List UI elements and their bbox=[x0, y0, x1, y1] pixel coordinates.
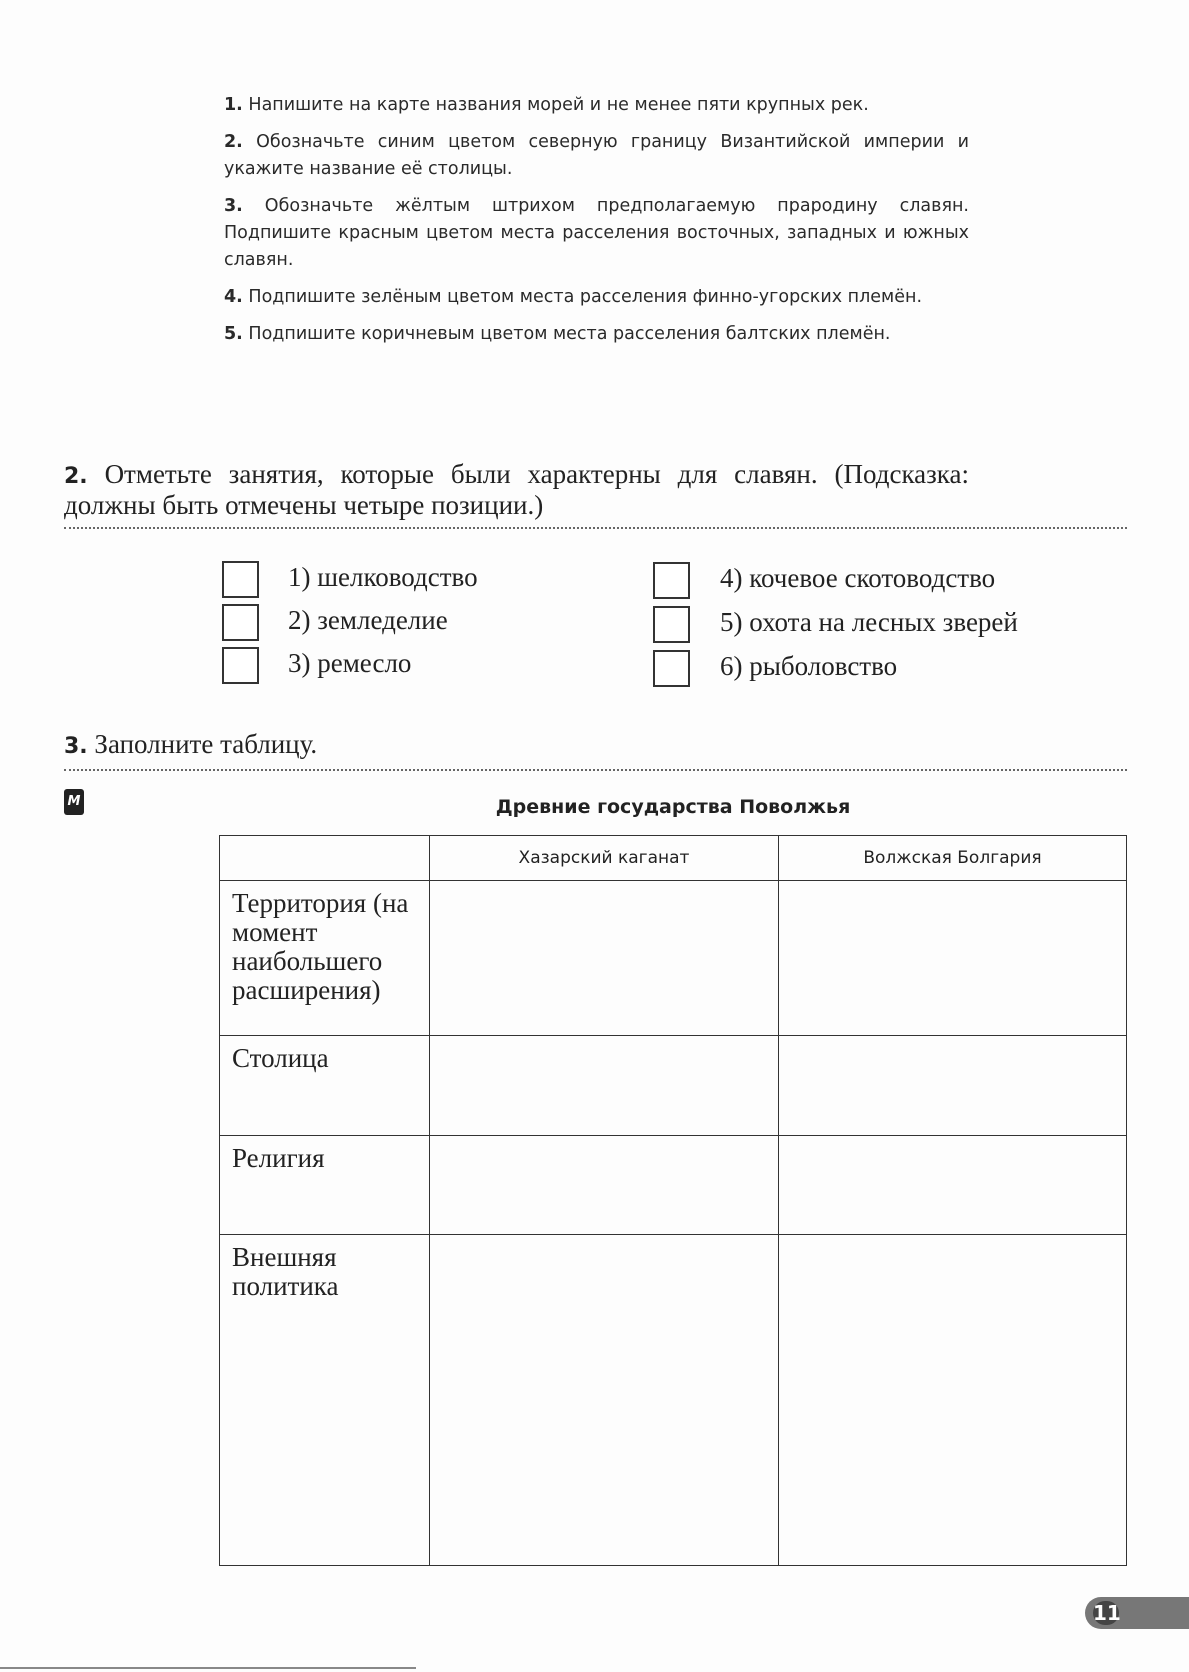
row-label: Религия bbox=[220, 1136, 430, 1235]
page-number: 11 bbox=[1093, 1601, 1121, 1625]
map-marker-icon: М bbox=[64, 789, 84, 815]
option-label: 4) кочевое скотоводство bbox=[720, 563, 996, 593]
checkbox-6[interactable] bbox=[653, 650, 690, 687]
task-3-prompt: 3. Заполните таблицу. bbox=[64, 729, 318, 759]
header-empty bbox=[220, 836, 430, 881]
answer-cell[interactable] bbox=[430, 1136, 779, 1235]
option-label: 3) ремесло bbox=[288, 648, 412, 678]
answer-cell[interactable] bbox=[779, 881, 1127, 1036]
header-khazar: Хазарский каганат bbox=[430, 836, 779, 881]
states-table bbox=[219, 835, 1127, 1566]
checkbox-5[interactable] bbox=[653, 606, 690, 643]
answer-cell[interactable] bbox=[430, 1235, 779, 1566]
option-label: 2) земледелие bbox=[288, 605, 448, 635]
answer-cell[interactable] bbox=[430, 1036, 779, 1136]
answer-cell[interactable] bbox=[779, 1036, 1127, 1136]
answer-cell[interactable] bbox=[779, 1235, 1127, 1566]
row-label: Столица bbox=[220, 1036, 430, 1136]
scan-edge-line bbox=[0, 1667, 416, 1669]
task-2-prompt: 2. Отметьте занятия, которые были характерны для славян. (Подсказка: должны быть отмечены четыре позиции.) bbox=[64, 459, 969, 520]
row-label: Внешняя политика bbox=[220, 1235, 430, 1566]
option-label: 5) охота на лесных зверей bbox=[720, 607, 1018, 637]
answer-cell[interactable] bbox=[779, 1136, 1127, 1235]
option-label: 1) шелководство bbox=[288, 562, 478, 592]
table-row bbox=[220, 1136, 1127, 1235]
checkbox-4[interactable] bbox=[653, 562, 690, 599]
map-instructions bbox=[224, 92, 969, 358]
table-row bbox=[220, 881, 1127, 1036]
divider bbox=[64, 769, 1127, 771]
table-title: Древние государства Поволжья bbox=[495, 796, 851, 818]
checkbox-1[interactable] bbox=[222, 561, 259, 598]
instruction-5: 5. Подпишите коричневым цветом места расселения балтских племён. bbox=[224, 324, 891, 344]
instruction-4: 4. Подпишите зелёным цветом места расселения финно-угорских племён. bbox=[224, 287, 923, 307]
instruction-3: 3. Обозначьте жёлтым штрихом предполагаемую прародину славян. Подпишите красным цветом места расселения восточных, западных и южных славян. bbox=[224, 196, 969, 270]
checkbox-2[interactable] bbox=[222, 604, 259, 641]
checkbox-3[interactable] bbox=[222, 647, 259, 684]
row-label: Территория (на момент наибольшего расширения) bbox=[220, 881, 430, 1036]
answer-cell[interactable] bbox=[430, 881, 779, 1036]
header-volga-bulgaria: Волжская Болгария bbox=[779, 836, 1127, 881]
divider bbox=[64, 527, 1127, 529]
instruction-2: 2. Обозначьте синим цветом северную границу Византийской империи и укажите название её столицы. bbox=[224, 132, 969, 179]
page-number-badge bbox=[1085, 1597, 1189, 1629]
instruction-1: 1. Напишите на карте названия морей и не менее пяти крупных рек. bbox=[224, 95, 869, 115]
table-row bbox=[220, 1036, 1127, 1136]
table-header-row bbox=[220, 836, 1127, 881]
table-row bbox=[220, 1235, 1127, 1566]
option-label: 6) рыболовство bbox=[720, 651, 898, 681]
